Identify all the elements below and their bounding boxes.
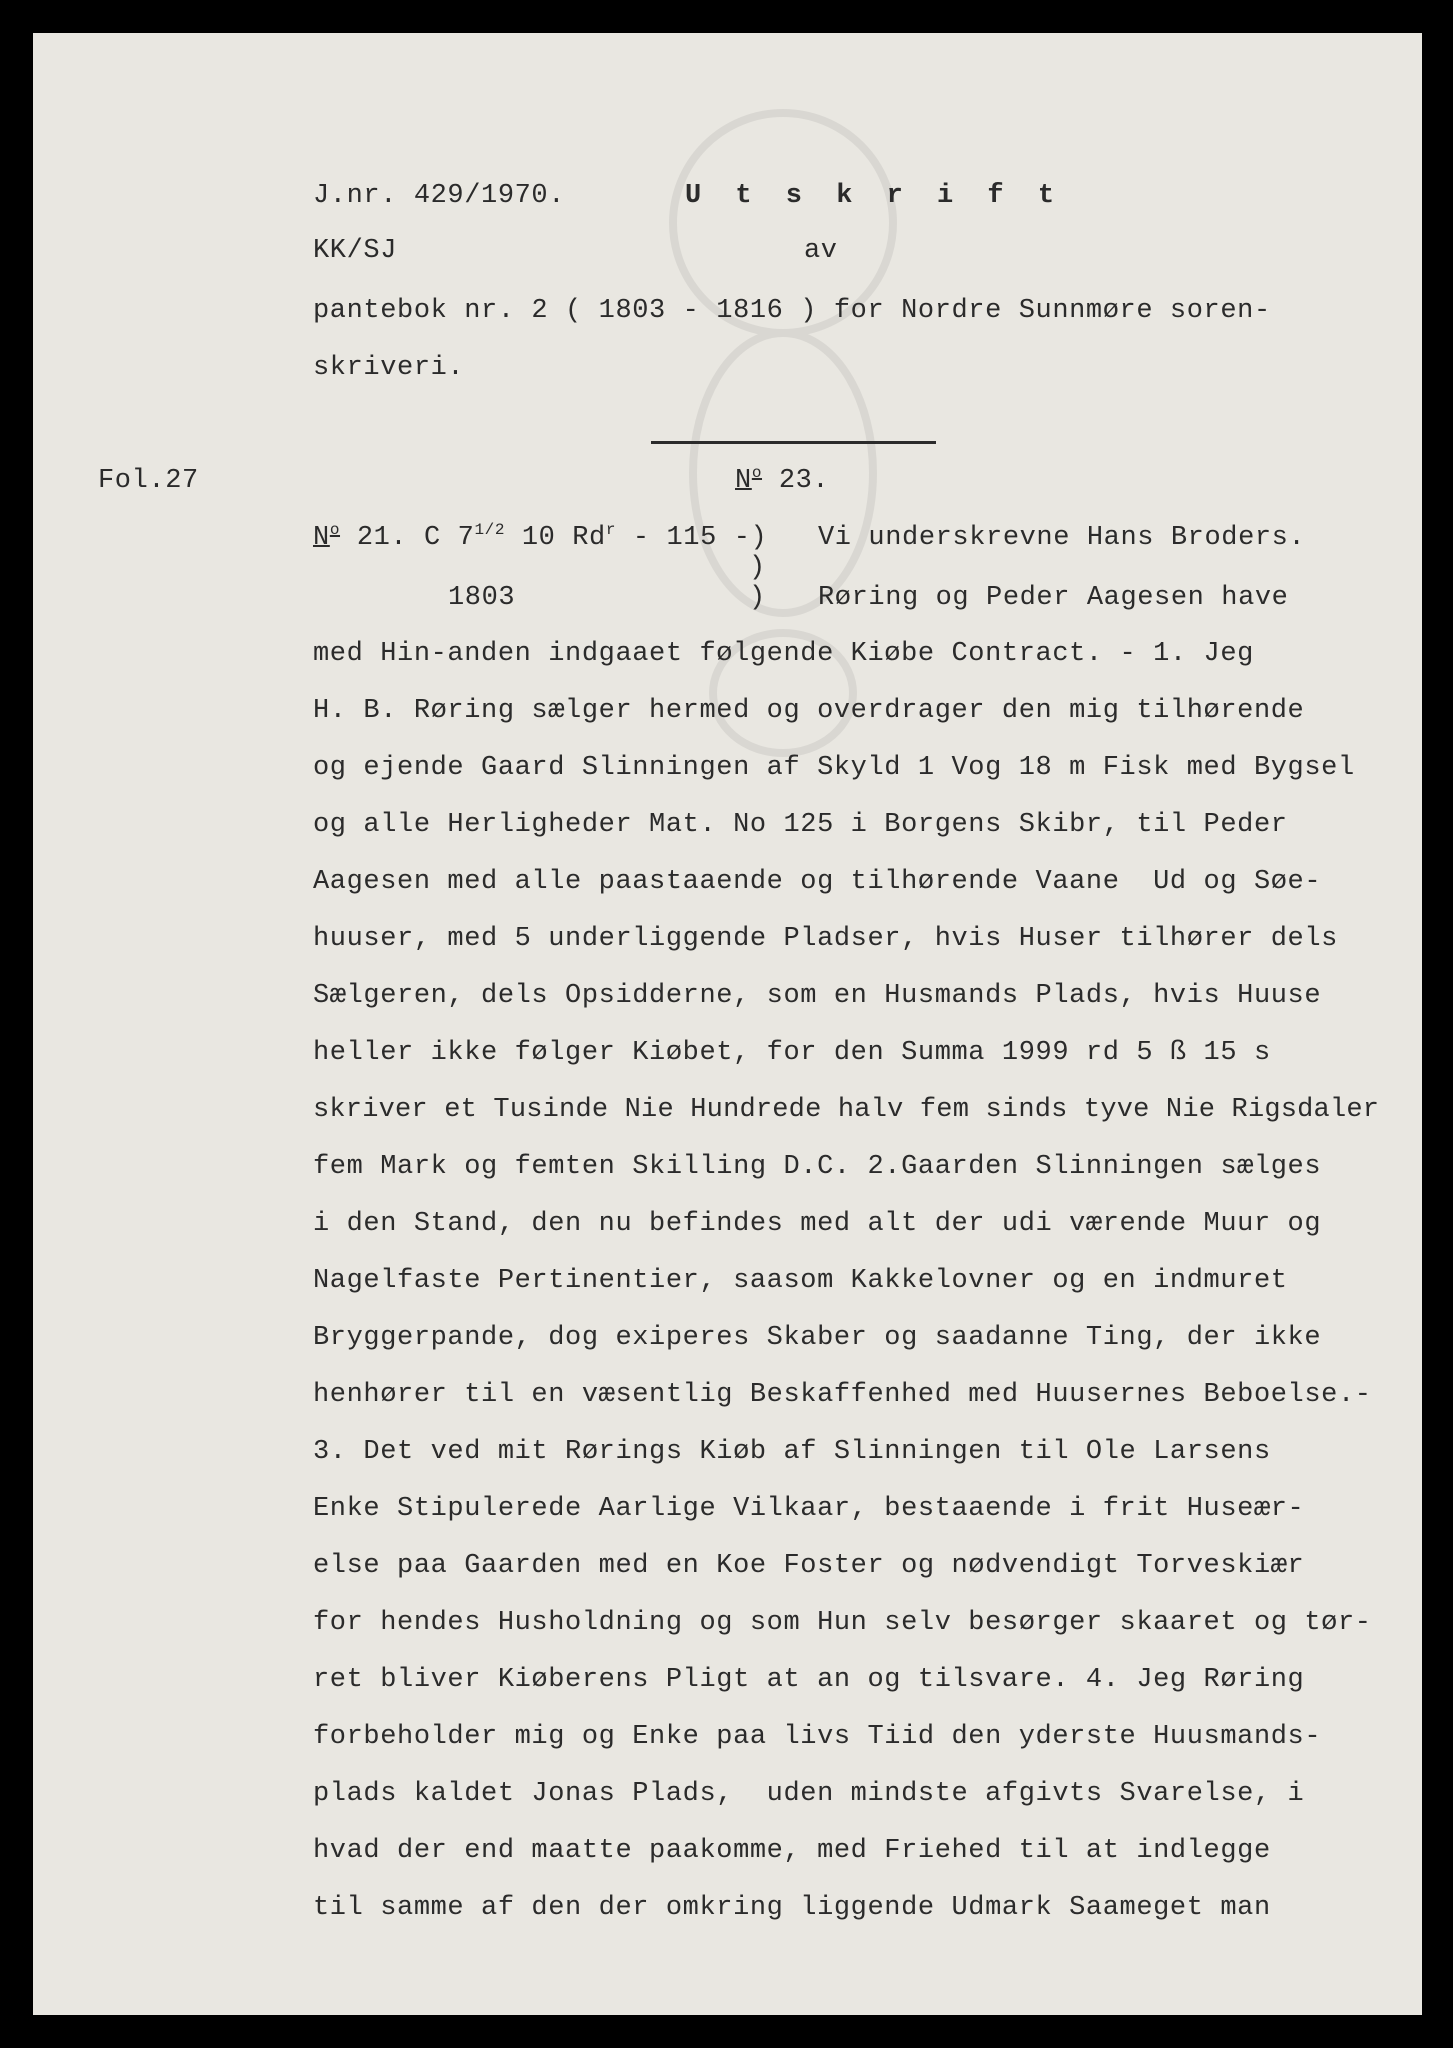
- entry-number-suffix: o: [751, 464, 763, 482]
- subtitle-line-1: pantebok nr. 2 ( 1803 - 1816 ) for Nordre Sunnmøre soren-: [313, 296, 1271, 326]
- ref-part-c: 10 Rd: [505, 523, 606, 553]
- initials: KK/SJ: [313, 236, 398, 266]
- intro-line-2: Røring og Peder Aagesen have: [818, 583, 1289, 613]
- title-av: av: [804, 236, 838, 266]
- body-line: og alle Herligheder Mat. No 125 i Borgens Skibr, til Peder: [313, 810, 1288, 840]
- header-divider: [651, 441, 936, 444]
- intro-line-1: Vi underskrevne Hans Broders.: [818, 523, 1306, 553]
- body-line: Nagelfaste Pertinentier, saasom Kakkelovner og en indmuret: [313, 1266, 1288, 1296]
- body-line: ret bliver Kiøberens Pligt at an og tilsvare. 4. Jeg Røring: [313, 1665, 1305, 1695]
- body-line: for hendes Husholdning og som Hun selv besørger skaaret og tør-: [313, 1608, 1372, 1638]
- ref-prefix-suffix: o: [329, 521, 341, 539]
- body-line: H. B. Røring sælger hermed og overdrager den mig tilhørende: [313, 696, 1305, 726]
- body-line: Aagesen med alle paastaaende og tilhørende Vaane Ud og Søe-: [313, 867, 1322, 897]
- ref-prefix: N: [313, 523, 330, 553]
- body-line: fem Mark og femten Skilling D.C. 2.Gaarden Slinningen sælges: [313, 1152, 1322, 1182]
- body-line: Bryggerpande, dog exiperes Skaber og saadanne Ting, der ikke: [313, 1323, 1322, 1353]
- body-line: Enke Stipulerede Aarlige Vilkaar, bestaaende i frit Huseær-: [313, 1494, 1305, 1524]
- body-line: til samme af den der omkring liggende Udmark Saameget man: [313, 1893, 1271, 1923]
- body-line: Sælgeren, dels Opsidderne, som en Husmands Plads, hvis Huuse: [313, 981, 1322, 1011]
- body-line: forbeholder mig og Enke paa livs Tiid den yderste Huusmands-: [313, 1722, 1322, 1752]
- entry-number-value: 23.: [778, 466, 830, 496]
- ref-r: r: [605, 521, 617, 539]
- body-line: henhører til en væsentlig Beskaffenhed med Huusernes Beboelse.-: [313, 1380, 1372, 1410]
- reference-paren: ): [749, 553, 766, 583]
- body-line: plads kaldet Jonas Plads, uden mindste afgivts Svarelse, i: [313, 1779, 1305, 1809]
- subtitle-line-2: skriveri.: [313, 353, 465, 383]
- ref-half: 1/2: [474, 521, 506, 539]
- body-line: heller ikke følger Kiøbet, for den Summa 1999 rd 5 ß 15 s: [313, 1038, 1271, 1068]
- reference-paren-2: ): [749, 583, 766, 613]
- reference-line: [313, 521, 768, 553]
- journal-number: J.nr. 429/1970.: [313, 181, 566, 211]
- body-line: huuser, med 5 underliggende Pladser, hvis Huser tilhører dels: [313, 924, 1338, 954]
- body-line: hvad der end maatte paakomme, med Friehed til at indlegge: [313, 1836, 1271, 1866]
- reference-year: 1803: [448, 583, 516, 613]
- ref-part-b: 21. C 7: [340, 523, 475, 553]
- document-title: U t s k r i f t: [685, 181, 1064, 211]
- body-line: og ejende Gaard Slinningen af Skyld 1 Vog 18 m Fisk med Bygsel: [313, 753, 1355, 783]
- ref-part-d: - 115 -): [616, 523, 768, 553]
- document-page: [33, 33, 1422, 2015]
- margin-folio-note: Fol.27: [98, 466, 199, 496]
- body-line: med Hin-anden indgaaet følgende Kiøbe Contract. - 1. Jeg: [313, 639, 1254, 669]
- entry-number-prefix: N: [735, 466, 752, 496]
- body-line: i den Stand, den nu befindes med alt der udi værende Muur og: [313, 1209, 1322, 1239]
- body-line: 3. Det ved mit Rørings Kiøb af Slinningen til Ole Larsens: [313, 1437, 1271, 1467]
- body-line: else paa Gaarden med en Koe Foster og nødvendigt Torveskiær: [313, 1551, 1305, 1581]
- entry-number: [735, 464, 830, 496]
- body-line: skriver et Tusinde Nie Hundrede halv fem sinds tyve Nie Rigsdaler: [313, 1095, 1380, 1125]
